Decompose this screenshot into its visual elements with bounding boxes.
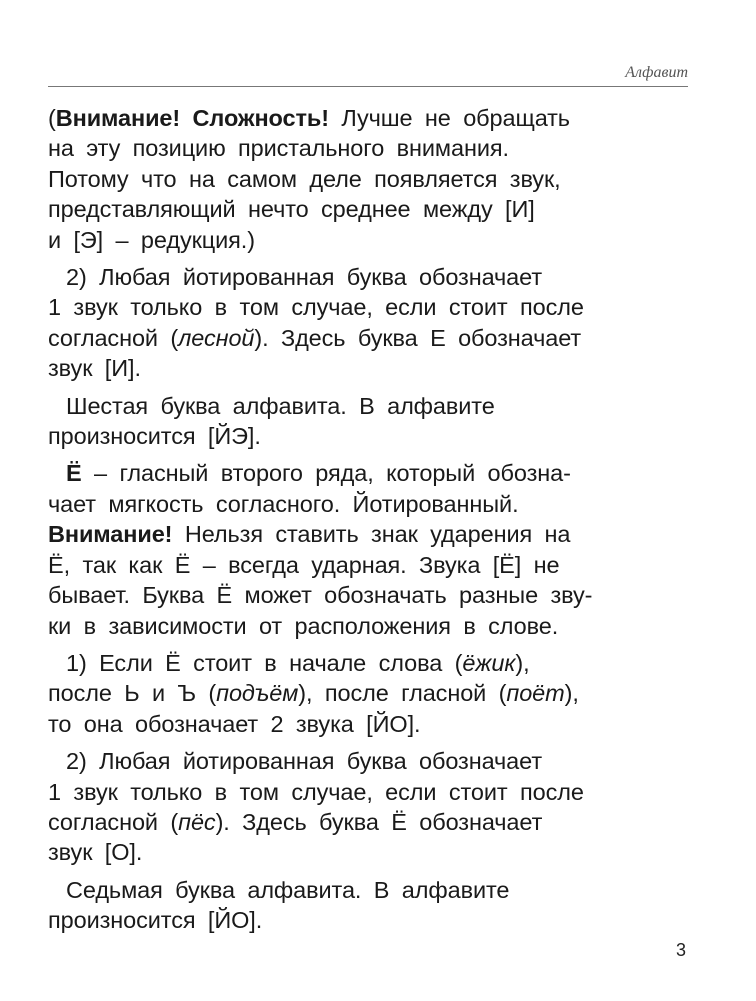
bold-text: Внимание!: [48, 521, 173, 548]
header-divider: [48, 86, 688, 87]
text-line: [48, 194, 688, 224]
text-segment: ),: [515, 649, 530, 676]
text-line: [48, 777, 688, 807]
paragraph: [48, 262, 688, 384]
text-segment: ки в зависимости от расположения в слове.: [48, 612, 559, 639]
text-segment: 2) Любая йотированная буква обозначает: [66, 264, 542, 291]
text-segment: ). Здесь буква Ё обозначает: [215, 808, 543, 835]
paragraph: [48, 103, 688, 255]
text-line: [48, 353, 688, 383]
text-segment: Седьмая буква алфавита. В алфавите: [66, 876, 510, 903]
text-segment: Потому что на самом деле появляется звук,: [48, 165, 561, 192]
text-line: [48, 262, 688, 292]
paragraph: [48, 458, 688, 640]
text-line: [48, 678, 688, 708]
text-segment: ). Здесь буква Е обозначает: [254, 324, 582, 351]
text-segment: на эту позицию пристального внимания.: [48, 135, 509, 162]
text-segment: Шестая буква алфавита. В алфавите: [66, 392, 495, 419]
text-segment: – гласный второго ряда, который обозна-: [81, 460, 571, 487]
text-line: [48, 225, 688, 255]
italic-example-word: подъём: [216, 680, 299, 707]
text-segment: согласной (: [48, 808, 179, 835]
text-line: [48, 103, 688, 133]
text-line: [48, 421, 688, 451]
text-line: [48, 807, 688, 837]
text-segment: и [Э] – редукция.): [48, 226, 255, 253]
text-line: [48, 611, 688, 641]
italic-example-word: пёс: [178, 808, 216, 835]
text-line: [48, 292, 688, 322]
text-segment: 1 звук только в том случае, если стоит после: [48, 294, 584, 321]
text-line: [48, 489, 688, 519]
bold-text: Ё: [66, 460, 82, 487]
text-segment: 1 звук только в том случае, если стоит после: [48, 778, 584, 805]
paragraph: [48, 391, 688, 452]
text-line: [48, 458, 688, 488]
text-segment: ),: [564, 680, 579, 707]
text-segment: после Ь и Ъ (: [48, 680, 217, 707]
running-header-title: Алфавит: [625, 64, 688, 81]
text-line: [48, 580, 688, 610]
italic-example-word: поёт: [506, 680, 565, 707]
text-segment: (: [48, 105, 56, 131]
text-line: [48, 391, 688, 421]
paragraph: [48, 875, 688, 936]
text-segment: представляющий нечто среднее между [И]: [48, 196, 535, 223]
body-text: [48, 103, 688, 943]
paragraph: [48, 648, 688, 739]
text-line: [48, 746, 688, 776]
bold-text: Внимание! Сложность!: [55, 105, 329, 131]
text-line: [48, 133, 688, 163]
text-segment: то она обозначает 2 звука [ЙО].: [48, 710, 421, 737]
text-segment: 1) Если Ё стоит в начале слова (: [66, 649, 463, 676]
text-line: [48, 323, 688, 353]
italic-example-word: лесной: [178, 324, 255, 351]
text-segment: 2) Любая йотированная буква обозначает: [66, 748, 542, 775]
paragraph: [48, 746, 688, 868]
text-segment: Лучше не обращать: [328, 105, 570, 131]
text-line: [48, 550, 688, 580]
text-line: [48, 875, 688, 905]
text-line: [48, 164, 688, 194]
text-segment: произносится [ЙО].: [48, 907, 263, 934]
text-line: [48, 519, 688, 549]
text-segment: согласной (: [48, 324, 179, 351]
text-line: [48, 837, 688, 867]
text-line: [48, 648, 688, 678]
text-segment: звук [И].: [48, 355, 141, 382]
text-segment: Ё, так как Ё – всегда ударная. Звука [Ё] не: [48, 551, 560, 578]
text-segment: бывает. Буква Ё может обозначать разные зву-: [48, 582, 593, 609]
text-segment: Нельзя ставить знак ударения на: [172, 521, 571, 548]
text-segment: произносится [ЙЭ].: [48, 423, 261, 450]
text-line: [48, 905, 688, 935]
italic-example-word: ёжик: [462, 649, 516, 676]
page-number: 3: [676, 940, 687, 960]
text-line: [48, 709, 688, 739]
text-segment: звук [О].: [48, 839, 143, 866]
text-segment: чает мягкость согласного. Йотированный.: [48, 490, 519, 517]
text-segment: ), после гласной (: [298, 680, 507, 707]
